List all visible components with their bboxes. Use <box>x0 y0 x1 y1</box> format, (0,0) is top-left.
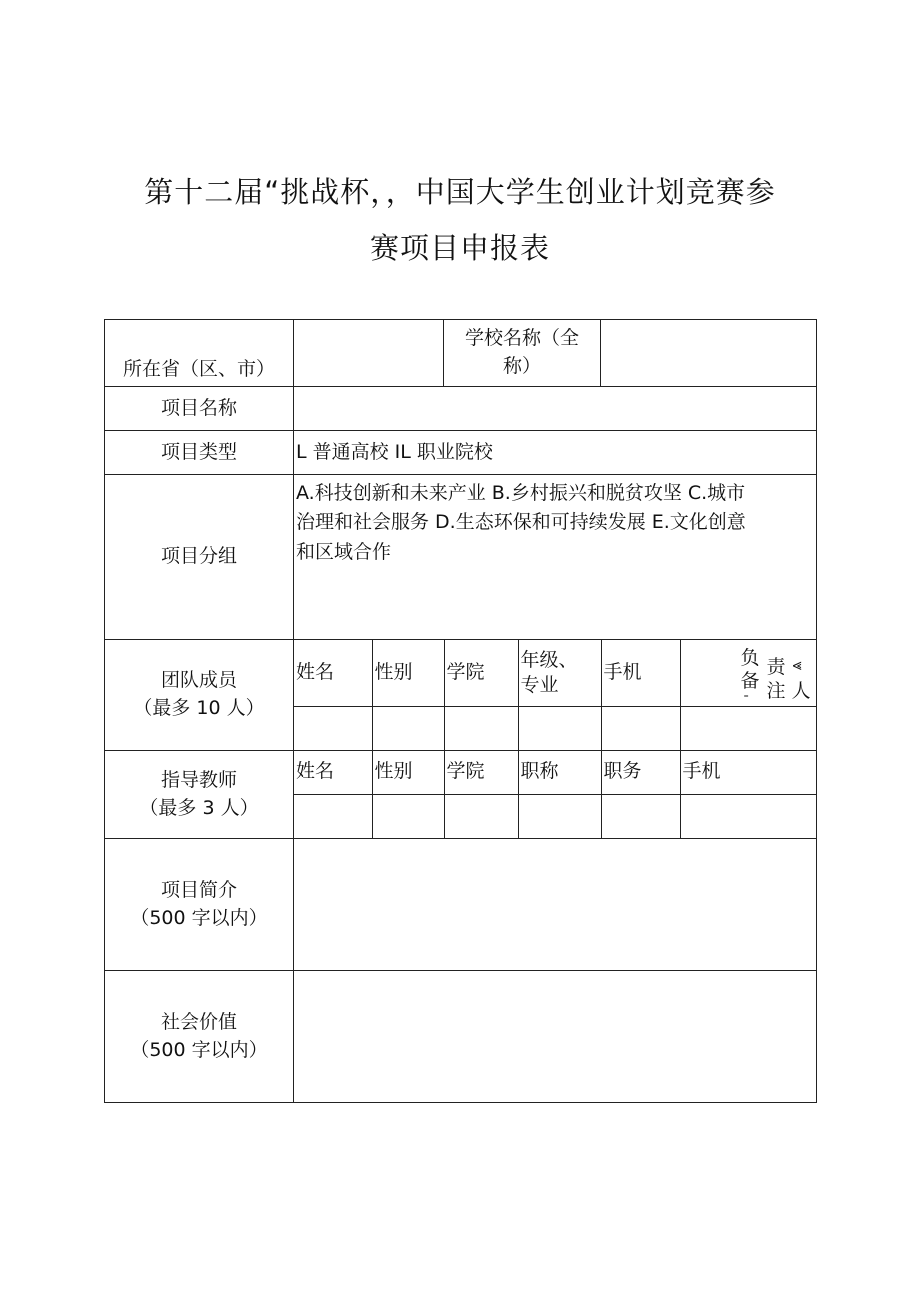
team-col-grade-major <box>518 640 601 706</box>
team-members-label <box>105 640 294 751</box>
mentors-label <box>105 751 294 839</box>
mentor-col-college: 学院 <box>444 751 518 794</box>
social-value-input[interactable] <box>294 971 817 1103</box>
mentor-col-gender: 性别 <box>372 751 444 794</box>
school-label-line-1: 学校名称（全 <box>464 327 579 350</box>
team-members-row <box>105 640 817 751</box>
social-value-row <box>105 971 817 1103</box>
note-char-3: ⪡ <box>792 655 802 674</box>
intro-label-line-1: 项目简介 <box>160 878 237 901</box>
group-options-line-2: 治理和社会服务 D.生态环保和可持续发展 E.文化创意 <box>296 511 746 534</box>
project-name-input[interactable] <box>294 387 817 431</box>
team-col-gender: 性别 <box>372 640 444 706</box>
project-group-label: 项目分组 <box>105 475 294 640</box>
group-options-line-1: A.科技创新和未来产业 B.乡村振兴和脱贫攻坚 C.城市 <box>296 482 746 504</box>
group-options-line-3: 和区域合作 <box>296 540 392 563</box>
form-title-line-2: 赛项目申报表 <box>369 231 550 265</box>
team-phone-input[interactable] <box>601 706 680 750</box>
note-char-1: 负 <box>740 647 760 669</box>
team-grade-input[interactable] <box>518 706 601 750</box>
project-type-options[interactable]: L 普通高校 IL 职业院校 <box>294 431 817 475</box>
leader-note-text <box>683 640 818 706</box>
team-note-input[interactable] <box>680 706 817 750</box>
grade-major-line-1: 年级、 <box>520 649 578 672</box>
value-label-line-1: 社会价值 <box>160 1010 237 1033</box>
application-form-table <box>104 319 817 1103</box>
province-input[interactable] <box>294 320 444 387</box>
team-entry-row <box>294 706 817 750</box>
project-intro-row <box>105 839 817 971</box>
note-char-6: 人 <box>791 680 811 702</box>
mentor-col-phone: 手机 <box>680 751 817 794</box>
project-intro-label <box>105 839 294 971</box>
social-value-label <box>105 971 294 1103</box>
note-char-4: 备 <box>740 670 760 692</box>
mentors-row <box>105 751 817 839</box>
note-char-5: 注 <box>766 680 786 702</box>
note-char-2: 责 <box>766 656 786 678</box>
mentors-grid <box>294 751 817 838</box>
project-name-label: 项目名称 <box>105 387 294 431</box>
mentors-label-line-2: （最多 3 人） <box>139 796 259 819</box>
project-name-row <box>105 387 817 431</box>
mentors-header-row <box>294 751 817 794</box>
team-members-grid-cell <box>294 640 817 751</box>
team-col-phone: 手机 <box>601 640 680 706</box>
mentor-college-input[interactable] <box>444 794 518 838</box>
province-school-row <box>105 320 817 387</box>
team-col-name: 姓名 <box>294 640 372 706</box>
project-type-label: 项目类型 <box>105 431 294 475</box>
project-group-options[interactable] <box>294 475 817 640</box>
team-college-input[interactable] <box>444 706 518 750</box>
team-gender-input[interactable] <box>372 706 444 750</box>
team-col-leader-note <box>680 640 817 706</box>
project-intro-input[interactable] <box>294 839 817 971</box>
mentor-position-input[interactable] <box>601 794 680 838</box>
mentors-grid-cell <box>294 751 817 839</box>
mentor-col-title: 职称 <box>518 751 601 794</box>
team-members-grid <box>294 640 817 750</box>
mentor-entry-row <box>294 794 817 838</box>
value-label-line-2: （500 字以内） <box>130 1038 268 1061</box>
team-col-college: 学院 <box>444 640 518 706</box>
mentor-col-name: 姓名 <box>294 751 372 794</box>
province-label: 所在省（区、市） <box>105 320 294 387</box>
mentor-title-input[interactable] <box>518 794 601 838</box>
team-label-line-1: 团队成员 <box>160 669 237 692</box>
mentor-name-input[interactable] <box>294 794 372 838</box>
mentor-col-position: 职务 <box>601 751 680 794</box>
project-group-row <box>105 475 817 640</box>
project-type-row <box>105 431 817 475</box>
intro-label-line-2: （500 字以内） <box>130 906 268 929</box>
team-label-line-2: （最多 10 人） <box>133 697 265 719</box>
mentor-gender-input[interactable] <box>372 794 444 838</box>
team-header-row <box>294 640 817 706</box>
mentors-label-line-1: 指导教师 <box>160 768 237 791</box>
team-name-input[interactable] <box>294 706 372 750</box>
school-label <box>444 320 601 387</box>
form-title-line-1: 第十二届“挑战杯，，中国大学生创业计划竞赛参 <box>144 175 776 209</box>
grade-major-line-2: 专业 <box>520 673 559 696</box>
school-input[interactable] <box>601 320 817 387</box>
mentor-phone-input[interactable] <box>680 794 817 838</box>
school-label-line-2: 称） <box>502 355 541 377</box>
note-char-7: ⁼ <box>743 693 749 704</box>
